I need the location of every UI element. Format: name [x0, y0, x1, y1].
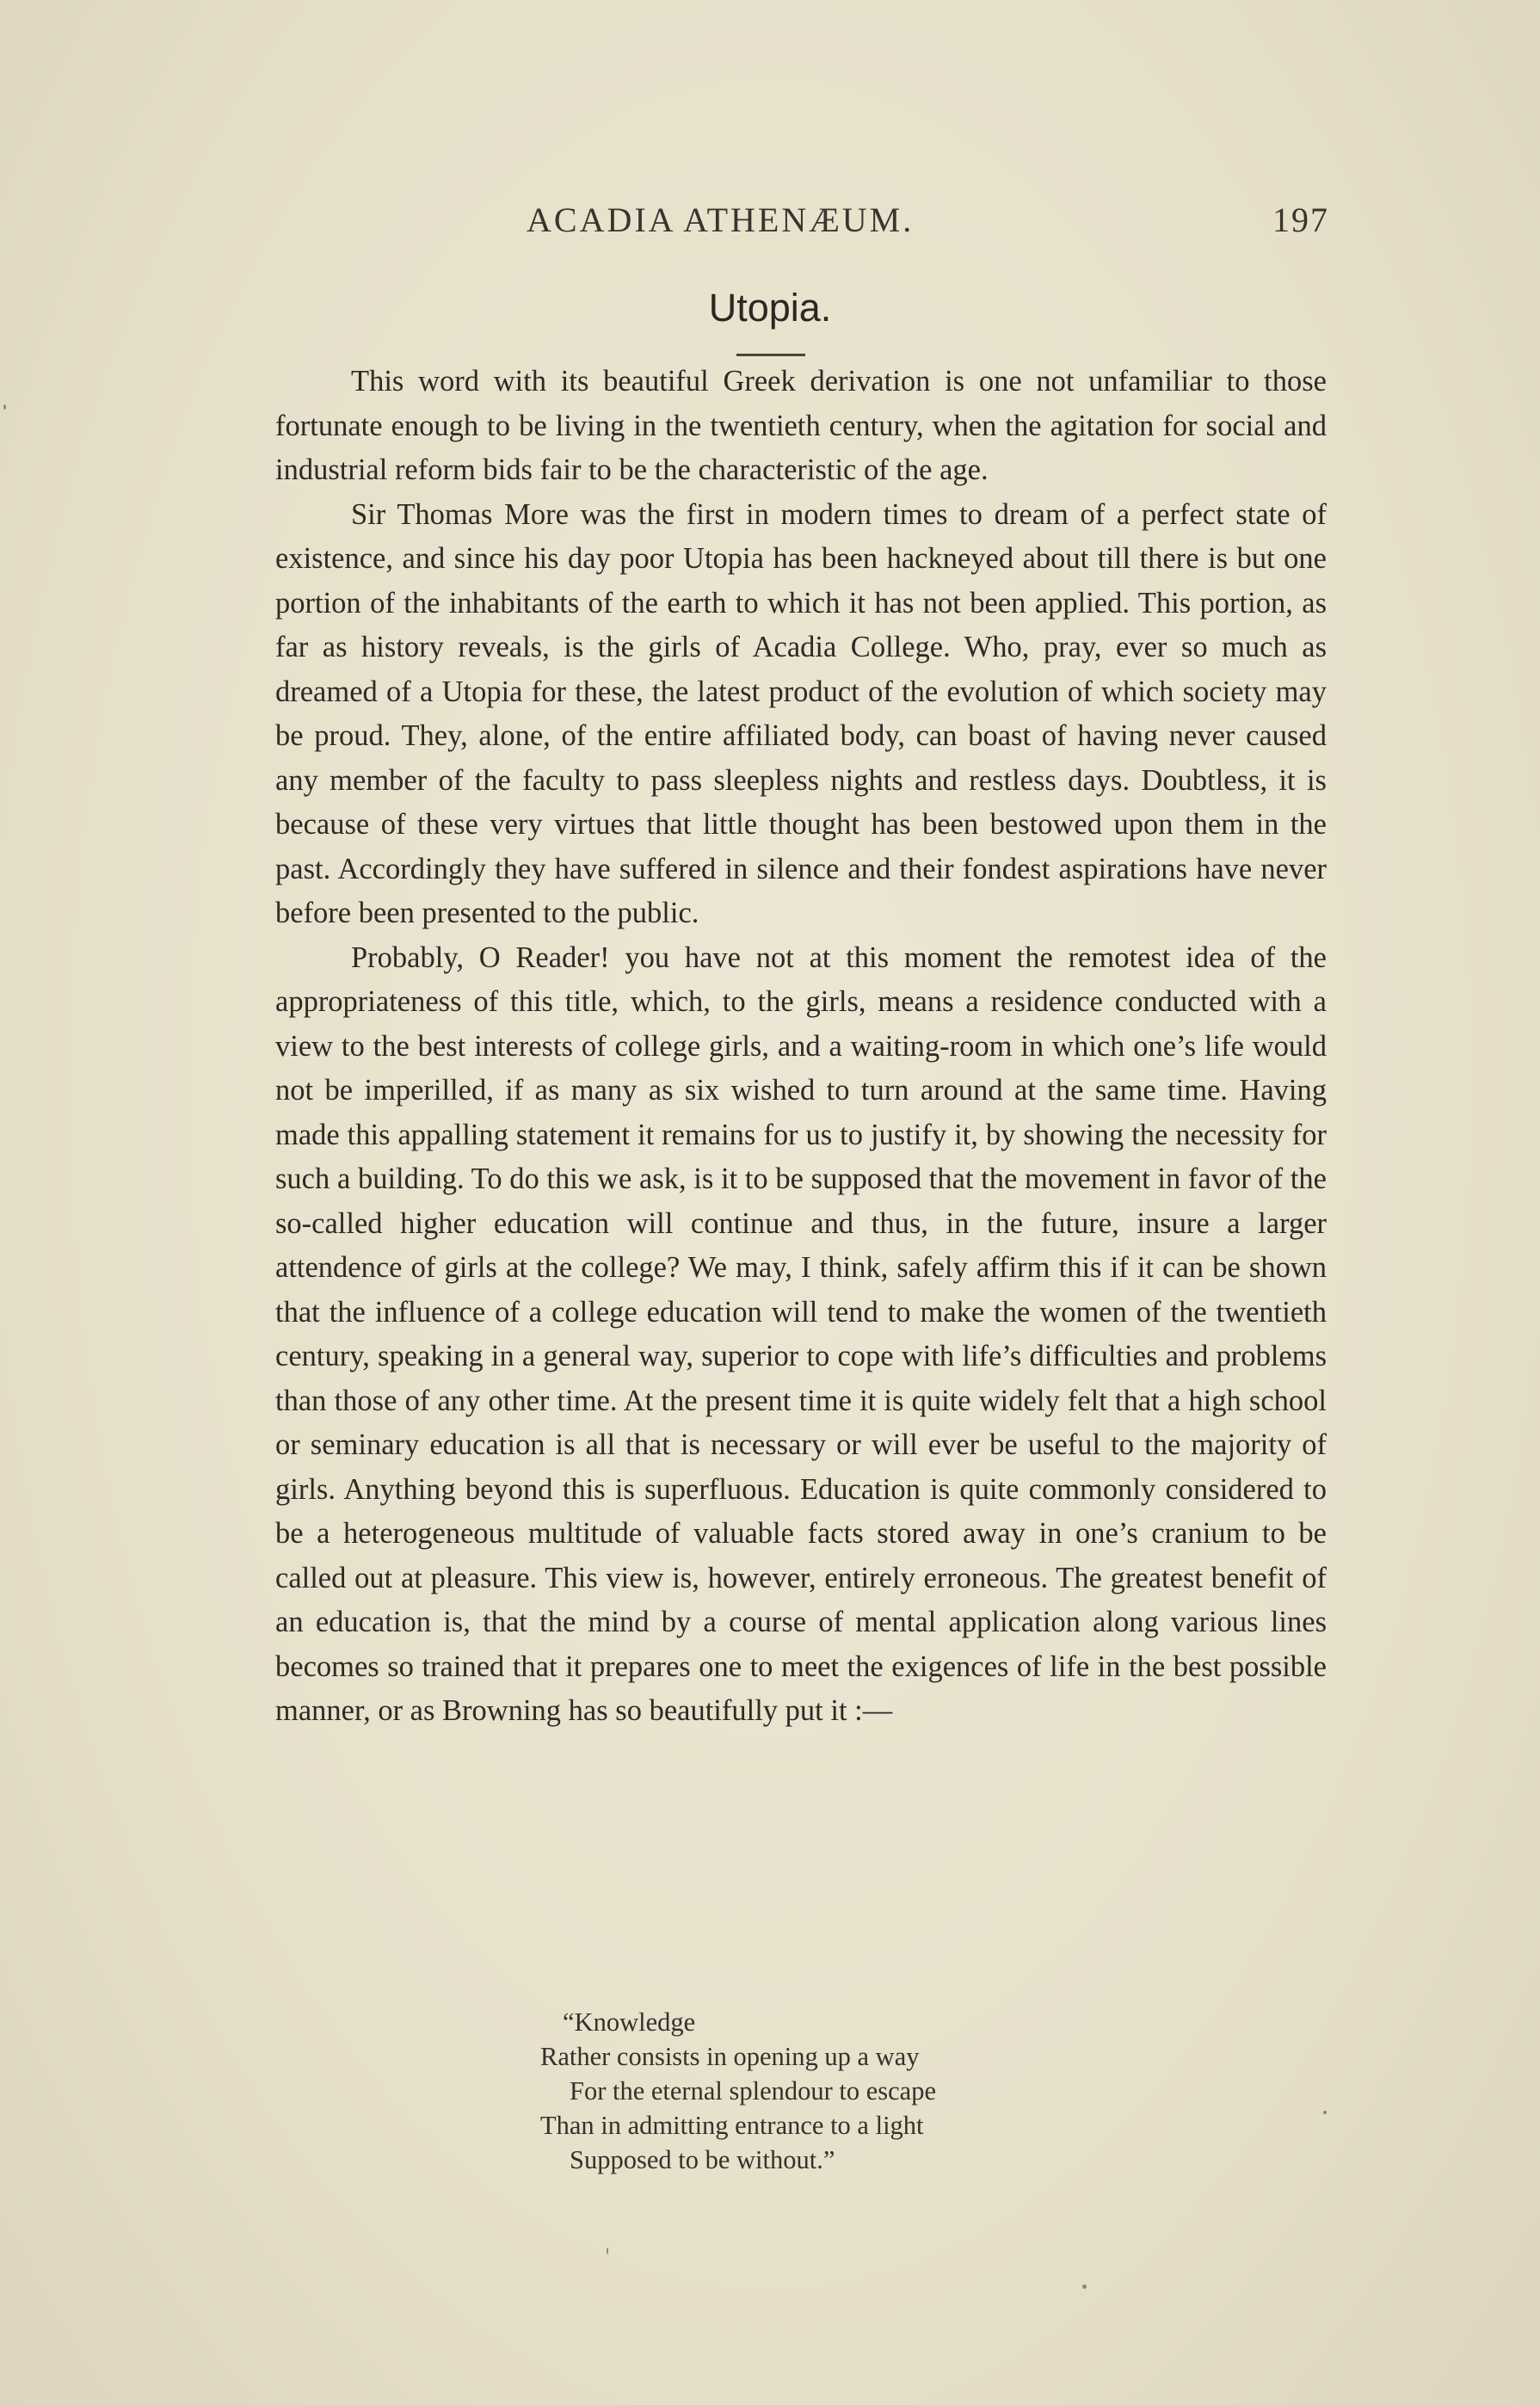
paragraph-1: This word with its beautiful Greek derivation is one not unfamiliar to those fortunate enough to be living in the twentieth century, when the agitation for social and industrial reform bids fair to be the characteristic of the age.	[275, 365, 1327, 486]
quoted-verse	[540, 2005, 1091, 2177]
page-number: 197	[1272, 200, 1329, 239]
verse-line: Rather consists in opening up a way	[540, 2042, 920, 2071]
page-header	[275, 200, 1329, 251]
verse-line: Supposed to be without.”	[570, 2145, 835, 2174]
paper-speck	[1082, 2285, 1087, 2289]
article-title: Utopia.	[708, 286, 832, 330]
paper-speck	[1323, 2111, 1327, 2114]
paper-speck	[607, 2248, 608, 2254]
verse-line: Than in admitting entrance to a light	[540, 2111, 924, 2140]
paragraph-2: Sir Thomas More was the first in modern times to dream of a perfect state of existence, and since his day poor Utopia has been hackneyed about till there is but one portion of the inhabitants of the earth to which it has not been applied. This portion, as far as history reveals, is the girls of Acadia College. Who, pray, ever so much as dreamed of a Utopia for these, the latest product of the evolution of which society may be proud. They, alone, of the entire affiliated body, can boast of having never caused any member of the faculty to pass sleepless nights and restless days. Doubtless, it is because of these very virtues that little thought has been bestowed upon them in the past. Accordingly they have suffered in silence and their fondest aspirations have never before been presented to the public.	[275, 497, 1327, 929]
paper-speck	[3, 404, 6, 410]
running-title: ACADIA ATHENÆUM.	[527, 200, 915, 239]
article-body	[275, 360, 1327, 1734]
verse-line: “Knowledge	[563, 2007, 696, 2037]
paragraph-3: Probably, O Reader! you have not at this moment the remotest idea of the appropriateness of this title, which, to the girls, means a residence conducted with a view to the best interests of college girls, and a waiting-room in which one’s life would not be imperilled, if as many as six wished to turn around at the same time. Having made this appalling statement it remains for us to justify it, by showing the necessity for such a building. To do this we ask, is it to be supposed that the movement in favor of the so-called higher education will continue and thus, in the future, insure a larger attendence of girls at the college? We may, I think, safely affirm this if it can be shown that the influence of a college education will tend to make the women of the twentieth century, speaking in a general way, superior to cope with life’s difficulties and problems than those of any other time. At the present time it is quite widely felt that a high school or seminary education is all that is necessary or will ever be useful to the majority of girls. Anything beyond this is superfluous. Education is quite commonly considered to be a heterogeneous multitude of valuable facts stored away in one’s cranium to be called out at pleasure. This view is, however, entirely erroneous. The greatest benefit of an education is, that the mind by a course of mental application along various lines becomes so trained that it prepares one to meet the exigences of life in the best possible manner, or as Browning has so beautifully put it :—	[275, 940, 1327, 1727]
title-divider	[736, 354, 805, 356]
verse-line: For the eternal splendour to escape	[570, 2076, 937, 2106]
